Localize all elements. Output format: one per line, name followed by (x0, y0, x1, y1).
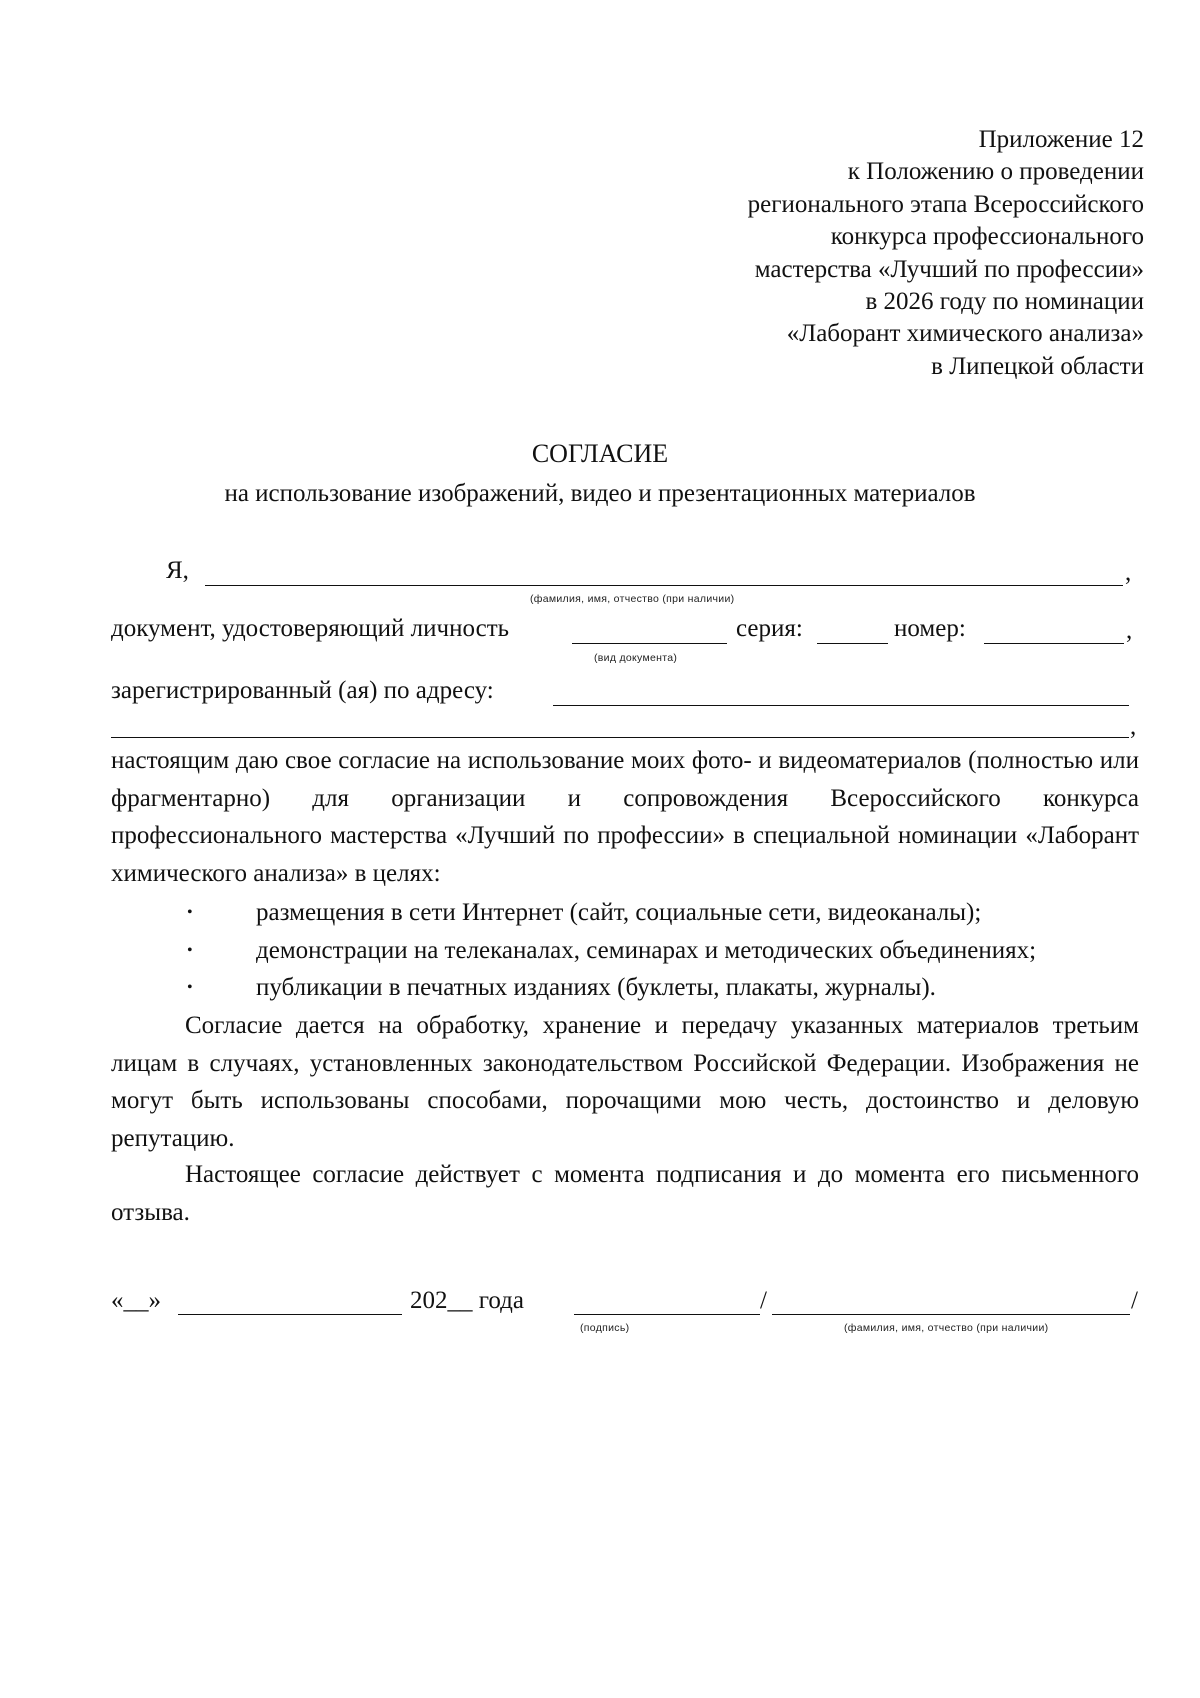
purpose-list (111, 894, 1151, 1007)
doc-type-blank[interactable] (572, 643, 727, 644)
address-blank-1[interactable] (553, 705, 1129, 706)
slash-1: / (760, 1287, 767, 1314)
slash-2: / (1131, 1287, 1138, 1314)
series-label: серия: (736, 615, 803, 642)
bullet-icon: • (187, 979, 193, 996)
appendix-line: в 2026 году по номинации (865, 288, 1144, 316)
address-comma: , (1130, 713, 1137, 740)
doc-label: документ, удостоверяющий личность (111, 615, 510, 642)
processing-text: Согласие дается на обработку, хранение и передачу указанных материалов третьим лицам в случаях, установленных законодательством Российской Федерации. Изображения не могут быть использованы способами, порочащими мою честь, достоинство и деловую репутацию. (111, 1012, 1139, 1152)
list-item (111, 932, 1151, 970)
list-item-text: размещения в сети Интернет (сайт, социальные сети, видеоканалы); (256, 899, 982, 926)
number-label: номер: (894, 615, 966, 642)
fio-blank[interactable] (205, 585, 1123, 586)
date-day: «__» (111, 1287, 161, 1314)
appendix-header (544, 124, 1144, 383)
fio-comma: , (1125, 559, 1132, 586)
consent-paragraph: настоящим даю свое согласие на использование моих фото- и видеоматериалов (полностью или фрагментарно) для организации и сопровождения Всероссийского конкурса профессионального мастерства «Лучший по профессии» в специальной номинации «Лаборант химического анализа» в целях: (111, 747, 1139, 887)
validity-paragraph (111, 1156, 1139, 1231)
address-label: зарегистрированный (ая) по адресу: (111, 677, 494, 704)
signer-name-hint: (фамилия, имя, отчество (при наличии) (844, 1322, 1049, 1334)
bullet-icon: • (187, 904, 193, 921)
date-month-blank[interactable] (178, 1314, 402, 1315)
i-label: Я, (166, 557, 189, 584)
document-subtitle: на использование изображений, видео и презентационных материалов (224, 480, 976, 507)
validity-text: Настоящее согласие действует с момента подписания и до момента его письменного отзыва. (111, 1161, 1139, 1226)
appendix-line: конкурса профессионального (830, 223, 1144, 251)
signer-name-blank[interactable] (772, 1314, 1130, 1315)
list-item-text: публикации в печатных изданиях (буклеты, плакаты, журналы). (256, 974, 936, 1001)
appendix-line: регионального этапа Всероссийского (747, 190, 1144, 218)
doc-hint: (вид документа) (594, 652, 678, 664)
bullet-icon: • (187, 941, 193, 959)
series-blank[interactable] (817, 643, 888, 644)
date-year: 202__ года (410, 1287, 524, 1314)
appendix-line: к Положению о проведении (847, 158, 1144, 186)
appendix-line: «Лаборант химического анализа» (786, 320, 1144, 348)
processing-paragraph (111, 1007, 1139, 1157)
list-item-text: демонстрации на телеканалах, семинарах и методических объединениях; (256, 936, 1037, 964)
fio-hint: (фамилия, имя, отчество (при наличии) (530, 593, 735, 605)
number-blank[interactable] (984, 643, 1124, 644)
signature-hint: (подпись) (580, 1322, 630, 1334)
appendix-line: в Липецкой области (931, 352, 1144, 380)
appendix-line: Приложение 12 (978, 126, 1144, 153)
signature-blank[interactable] (574, 1314, 760, 1315)
appendix-line: мастерства «Лучший по профессии» (754, 255, 1144, 283)
number-comma: , (1126, 617, 1133, 644)
list-item (111, 894, 1151, 932)
list-item (111, 969, 1151, 1007)
address-blank-2[interactable] (111, 737, 1129, 738)
document-title: СОГЛАСИЕ (531, 439, 669, 468)
